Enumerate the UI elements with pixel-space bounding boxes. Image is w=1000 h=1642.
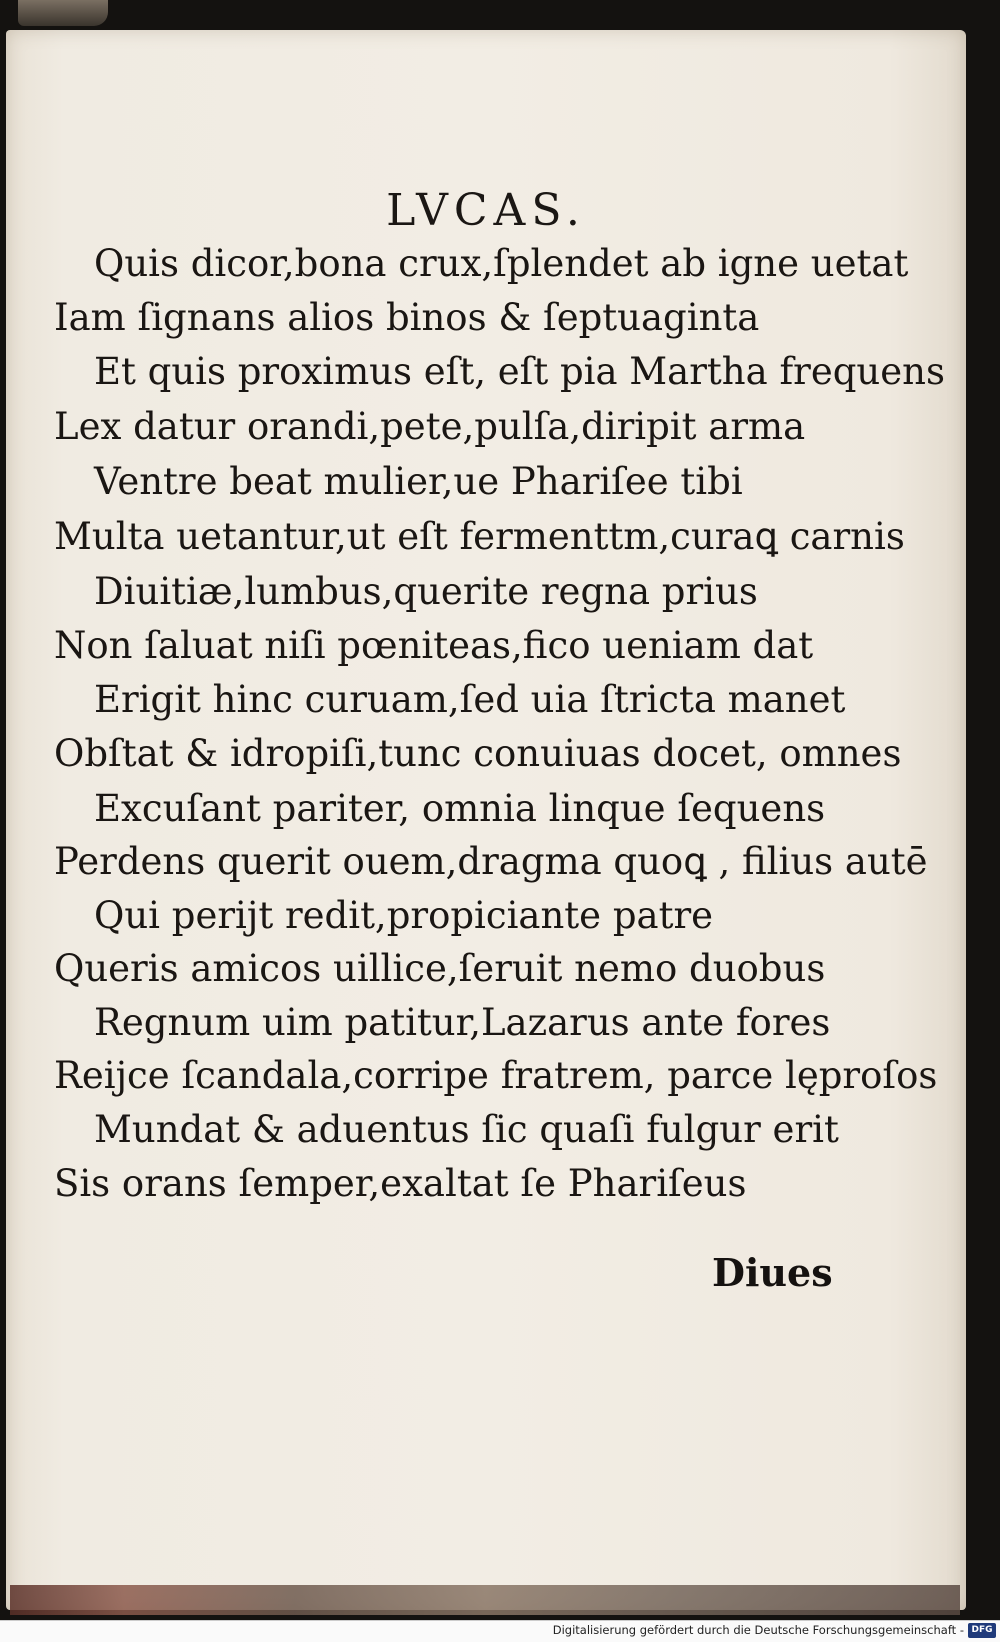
verse-line: Iam ſignans alios binos & ſeptuaginta xyxy=(54,296,760,339)
verse-line: Qui perijt redit,propiciante patre xyxy=(94,894,714,937)
verse-line: Sis orans ſemper,exaltat ſe Phariſeus xyxy=(54,1162,747,1205)
verse-line: Erigit hinc curuam,ſed uia ſtricta manet xyxy=(94,678,846,721)
book-page xyxy=(6,30,966,1610)
verse-line: Multa uetantur,ut eſt fermenttm,curaꝗ carnis xyxy=(54,515,905,558)
verse-line: Lex datur orandi,pete,pulſa,diripit arma xyxy=(54,405,806,448)
verse-line: Quis dicor,bona crux,ſplendet ab igne uetat xyxy=(94,242,909,285)
verse-line: Obſtat & idropiſi,tunc conuiuas docet, omnes xyxy=(54,732,902,775)
catchword: Diues xyxy=(712,1250,833,1295)
dfg-logo: DFG xyxy=(968,1623,996,1638)
verse-line: Mundat & aduentus ſic quaſi fulgur erit xyxy=(94,1108,839,1151)
digitization-footer xyxy=(0,1620,1000,1642)
verse-line: Perdens querit ouem,dragma quoꝗ , filius autē xyxy=(54,840,928,883)
verse-line: Regnum uim patitur,Lazarus ante fores xyxy=(94,1001,831,1044)
verse-line: Excuſant pariter, omnia linque ſequens xyxy=(94,787,826,830)
footer-credit: Digitalisierung gefördert durch die Deutsche Forschungsgemeinschaft - xyxy=(552,1623,964,1637)
binding-edge-top xyxy=(18,0,108,26)
verse-line: Non ſaluat niſi pœniteas,fico ueniam dat xyxy=(54,624,814,667)
verse-line: Reijce ſcandala,corripe fratrem, parce lęproſos xyxy=(54,1054,938,1097)
page-heading: LVCAS. xyxy=(386,185,586,236)
verse-line: Queris amicos uillice,ſeruit nemo duobus xyxy=(54,947,826,990)
binding-edge-bottom xyxy=(10,1585,960,1615)
verse-line: Diuitiæ,lumbus,querite regna prius xyxy=(94,570,758,613)
verse-line: Ventre beat mulier,ue Phariſee tibi xyxy=(94,460,743,503)
verse-line: Et quis proximus eſt, eſt pia Martha frequens xyxy=(94,350,945,393)
